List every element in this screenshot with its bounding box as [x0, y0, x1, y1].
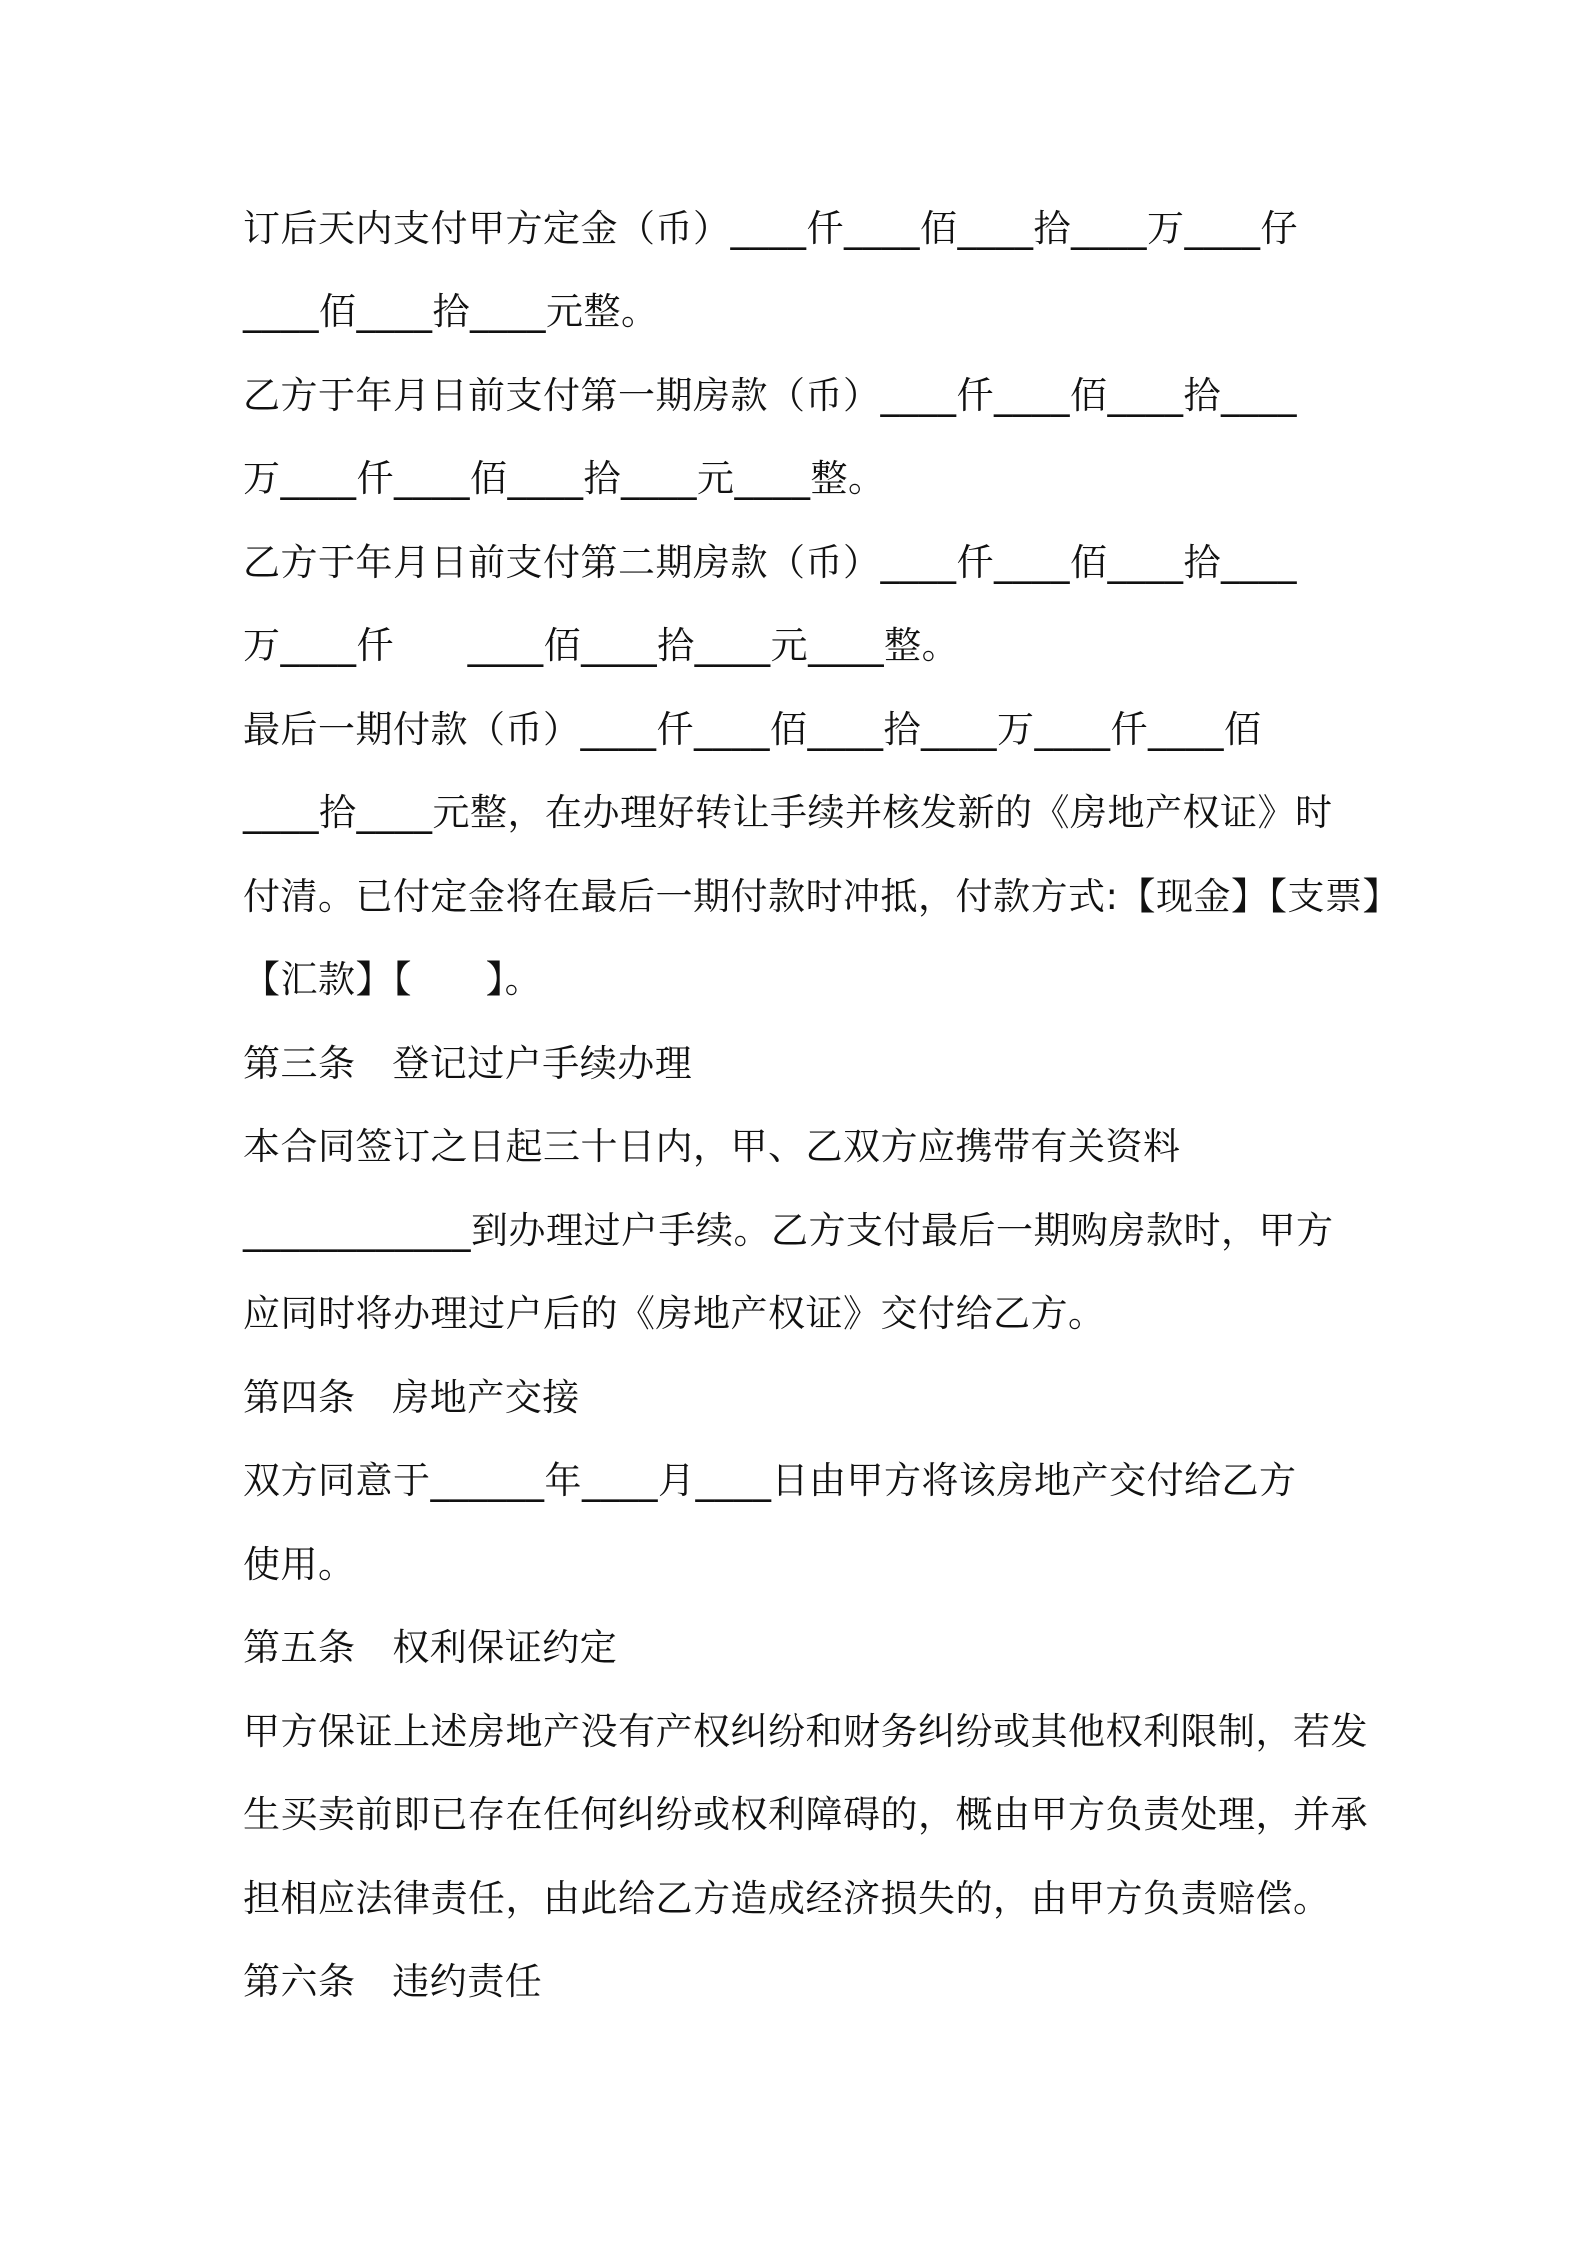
text-line: 甲方保证上述房地产没有产权纠纷和财务纠纷或其他权利限制，若发 — [243, 1710, 1368, 1753]
text-line: 万____仟____佰____拾____元____整。 — [243, 457, 886, 500]
text-line: 乙方于年月日前支付第一期房款（币）____仟____佰____拾____ — [243, 374, 1297, 417]
text-line: 付清。已付定金将在最后一期付款时冲抵，付款方式:【现金】【支票】 — [243, 875, 1400, 918]
text-line: 【汇款】【 】。 — [243, 958, 543, 1001]
section-heading: 第五条 权利保证约定 — [243, 1626, 618, 1669]
section-heading: 第六条 违约责任 — [243, 1960, 543, 2003]
text-line: ____佰____拾____元整。 — [243, 290, 659, 333]
text-line: 万____仟 ____佰____拾____元____整。 — [243, 624, 960, 667]
text-line: 使用。 — [243, 1543, 356, 1586]
section-heading: 第四条 房地产交接 — [243, 1376, 580, 1419]
text-line: 应同时将办理过户后的《房地产权证》交付给乙方。 — [243, 1292, 1106, 1335]
text-line: 最后一期付款（币）____仟____佰____拾____万____仟____佰 — [243, 708, 1262, 751]
section-heading: 第三条 登记过户手续办理 — [243, 1042, 693, 1085]
text-line: 本合同签订之日起三十日内，甲、乙双方应携带有关资料 — [243, 1125, 1181, 1168]
text-line: 生买卖前即已存在任何纠纷或权利障碍的，概由甲方负责处理，并承 — [243, 1793, 1368, 1836]
text-line: ____拾____元整，在办理好转让手续并核发新的《房地产权证》时 — [243, 791, 1333, 834]
text-line: 乙方于年月日前支付第二期房款（币）____仟____佰____拾____ — [243, 541, 1297, 584]
text-line: 担相应法律责任，由此给乙方造成经济损失的，由甲方负责赔偿。 — [243, 1877, 1331, 1920]
text-line: ____________到办理过户手续。乙方支付最后一期购房款时，甲方 — [243, 1209, 1334, 1252]
text-line: 订后天内支付甲方定金（币）____仟____佰____拾____万____仔 — [243, 207, 1298, 250]
text-line: 双方同意于______年____月____日由甲方将该房地产交付给乙方 — [243, 1459, 1297, 1502]
